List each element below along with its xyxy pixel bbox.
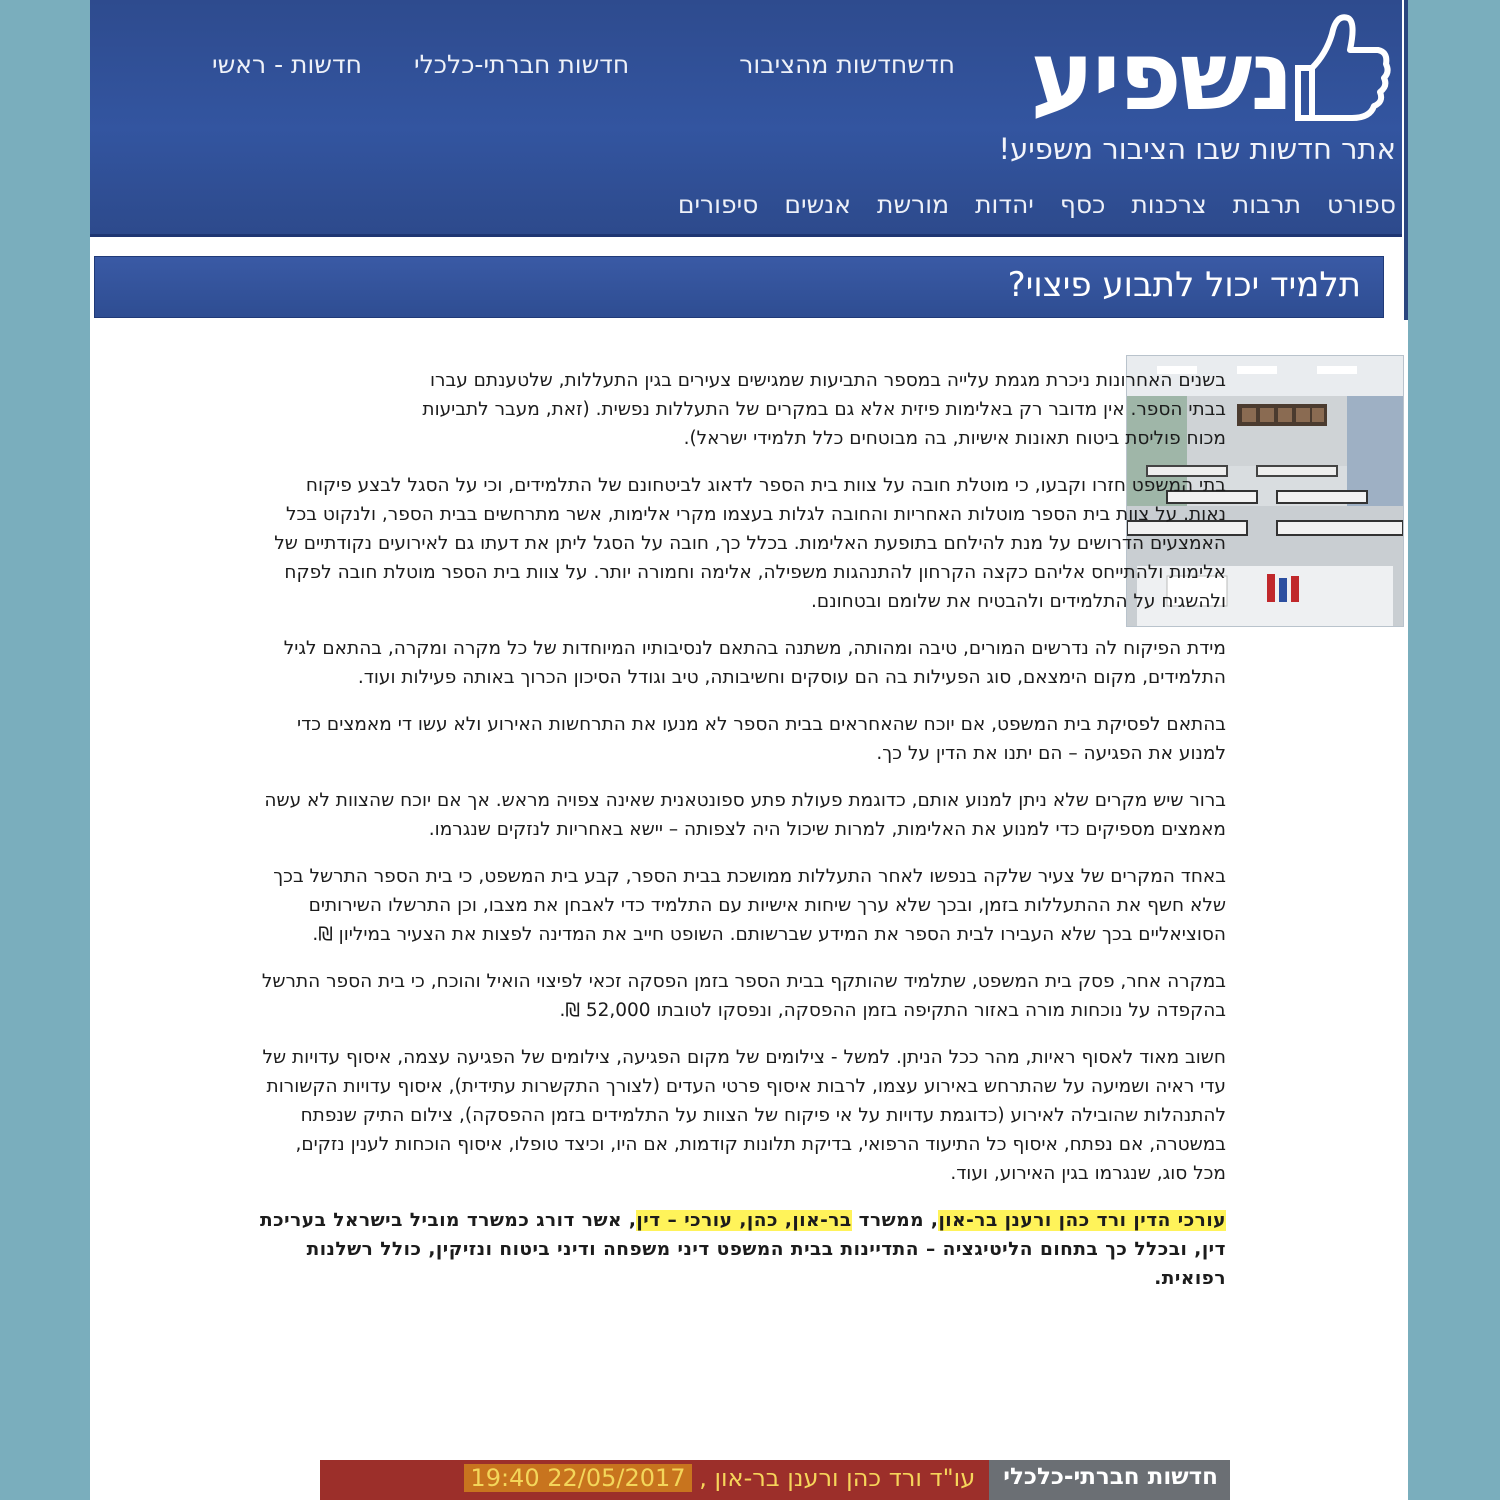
nav-item-public-news[interactable]: חדשות מהציבור [739,49,908,79]
category-nav [678,190,1396,219]
category-culture[interactable]: תרבות [1232,190,1302,219]
article-title-bar [94,256,1384,318]
article-paragraph: בהתאם לפסיקת בית המשפט, אם יוכח שהאחראים בבית הספר לא מנעו את התרחשות האירוע ולא עשו די מאמצים כדי למנוע את הפגיעה – הם יתנו את הדין על כך. [297,714,1226,764]
article-paragraph: ברור שיש מקרים שלא ניתן למנוע אותם, כדוגמת פעולת פתע ספונטאנית שאינה צפויה מראש. אך אם יוכח שהצוות לא עשה מאמצים מספיקים כדי למנוע את האלימות, למרות שיכול היה לצפותה – יישא באחריות לנזקים שנגרמו. [264,790,1226,840]
top-nav [90,44,955,84]
thumbs-up-icon [1292,6,1392,126]
credit-rest: , אשר דורג כמשרד מוביל בישראל בעריכת דין, ובכלל כך בתחום הליטיגציה – התדיינות בבית המשפט דיני משפחה ודיני ביטוח ונזיקין, כולל רשלנות רפואית. [260,1210,1226,1289]
nav-item-social-economic[interactable]: חדשות חברתי-כלכלי [413,49,630,79]
site-logo[interactable] [1012,6,1392,132]
news-page [90,0,1408,1500]
credit-authors[interactable]: עורכי הדין ורד כהן ורענן בר-און [938,1210,1226,1231]
article-footer-bar [320,1460,1230,1500]
article-body [260,366,1226,1311]
category-sport[interactable]: ספורט [1327,190,1396,219]
category-heritage[interactable]: מורשת [877,190,950,219]
site-header [90,0,1402,237]
article-paragraph: בשנים האחרונות ניכרת מגמת עלייה במספר התביעות שמגישים צעירים בגין התעללות, שלטענתם עברו בבתי הספר. אין מדובר רק באלימות פיזית אלא גם במקרים של התעללות נפשית. (זאת, מעבר לתביעות מכוח פוליסת ביטוח תאונות אישיות, בה מבוטחים כלל תלמידי ישראל). [422,370,1226,449]
footer-category[interactable]: חדשות חברתי-כלכלי [989,1460,1230,1500]
footer-datetime: 22/05/2017 19:40 [464,1464,691,1492]
article-paragraph: מידת הפיקוח לה נדרשים המורים, טיבה ומהותה, משתנה בהתאם לנסיבותיו המיוחדות של כל מקרה ומקרה, בהתאם לגיל התלמידים, מקום הימצאם, סוג הפעילות בה הם עוסקים וחשיבותה, טיב וגודל הסיכון הכרוך באותה פעילות ועוד. [283,638,1226,688]
article-paragraph: באחד המקרים של צעיר שלקה בנפשו לאחר התעללות ממושכת בבית הספר, קבע בית המשפט, כי בית הספר התרשל בכך שלא חשף את ההתעללות בזמן, ובכך שלא ערך שיחות אישיות עם התלמיד כדי לאבחן את מצבו, וכן התרשלו השירותים הסוציאליים בכך שלא העבירו לבית הספר את המידע שברשותם. השופט חייב את המדינה לפצות את הצעיר במיליון ₪. [273,866,1226,945]
article-paragraph: חשוב מאוד לאסוף ראיות, מהר ככל הניתן. למשל - צילומים של מקום הפגיעה, צילומים של הפגיעה עצמה, איסוף עדויות של עדי ראיה ושמיעה על שהתרחש באירוע עצמו, לרבות איסוף פרטי העדים (לצורך התקשרות עתידית), איסוף עדויות הקשורות להתנהלות שהובילה לאירוע (כדוגמת עדויות על אי פיקוח של הצוות על התלמידים בזמן ההפסקה), צילום התיק שנפתח במשטרה, אם נפתח, איסוף כל התיעוד הרפואי, בדיקת תלונות קודמות, אם היו, וכיצד טופלו, איסוף הוכחות לענין נזקים, מכל סוג, שנגרמו בגין האירוע, ועוד. [262,1047,1226,1184]
site-tagline: אתר חדשות שבו הציבור משפיע! [998,132,1396,166]
footer-byline [320,1460,989,1500]
nav-item-news-cut[interactable]: חדש [907,49,955,79]
category-stories[interactable]: סיפורים [677,190,759,219]
logo-text: נשפיע [1030,20,1292,132]
header-side-rule [1404,0,1408,320]
article-title: תלמיד יכול לתבוע פיצוי? [1007,265,1361,305]
category-consumer[interactable]: צרכנות [1131,190,1207,219]
article-paragraph: במקרה אחר, פסק בית המשפט, שתלמיד שהותקף בבית הספר בזמן הפסקה זכאי לפיצוי הואיל והוכח, כי בית הספר התרשל בהקפדה על נוכחות מורה באזור התקיפה בזמן ההפסקה, ונפסקו לטובתו 52,000 ₪. [261,971,1226,1021]
category-money[interactable]: כסף [1059,190,1106,219]
credit-mid: , ממשרד [851,1210,939,1231]
author-credit [260,1206,1226,1293]
article-paragraph: בתי המשפט חזרו וקבעו, כי מוטלת חובה על צוות בית הספר לדאוג לביטחונם של התלמידים, וכי על הסגל לבצע פיקוח נאות. על צוות בית הספר מוטלות האחריות והחובה לגלות בעצמו מקרי אלימות, אשר מתרחשים בבית הספר, ולנקוט בכל האמצעים הדרושים על מנת להילחם בתופעת האלימות. בכלל כך, חובה על הסגל ליתן את דעתו גם לאירועים נקודתיים של אלימות ולהתייחס אליהם כקצה הקרחון להתנהגות משפילה, אלימה וחמורה יותר. על צוות בית הספר מוטלת חובה לפקח ולהשגיח על התלמידים ולהבטיח את שלומם ובטחונם. [274,475,1226,612]
footer-authors: עו"ד ורד כהן ורענן בר-און , [699,1464,976,1492]
credit-firm[interactable]: בר-און, כהן, עורכי – דין [636,1210,852,1231]
category-judaism[interactable]: יהדות [975,190,1034,219]
nav-item-news-main[interactable]: חדשות - ראשי [212,49,362,79]
category-people[interactable]: אנשים [784,190,852,219]
